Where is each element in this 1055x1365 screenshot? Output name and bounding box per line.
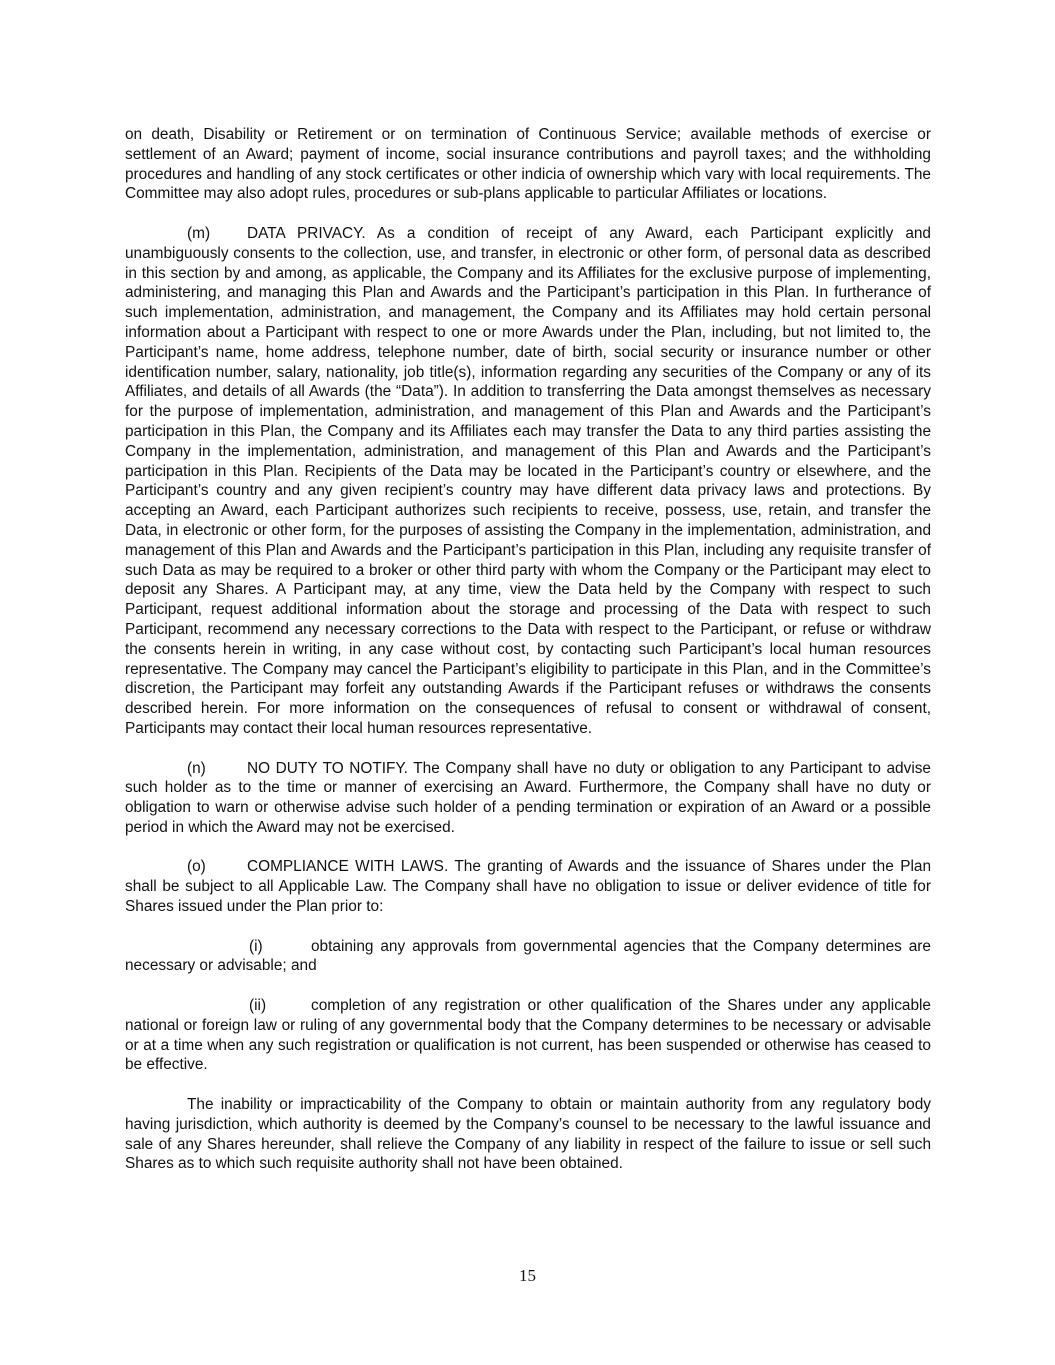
section-n-label: (n) bbox=[187, 759, 206, 777]
subsection-i-label: (i) bbox=[249, 937, 263, 955]
inability-paragraph: The inability or impracticability of the Company to obtain or maintain authority from any regulatory body having jurisdiction, which authority is deemed by the Company’s counsel to be necessary to the lawful issuance and sale of any Shares hereunder, shall relieve the Company of any liability in respect of the failure to issue or sell such Shares as to which such requisite authority shall not have been obtained. bbox=[125, 1096, 931, 1173]
section-m-text: DATA PRIVACY. As a condition of receipt of any Award, each Participant explicitly and unambiguously consents to the collection, use, and transfer, in electronic or other form, of personal data as described in this section by and among, as applicable, the Company and its Affiliates for the exclusive purpose of implementing, administering, and managing this Plan and Awards and the Participant’s participation in this Plan. In furtherance of such implementation, administration, and management, the Company and its Affiliates may hold certain personal information about a Participant with respect to one or more Awards under the Plan, including, but not limited to, the Participant’s name, home address, telephone number, date of birth, social security or insurance number or other identification number, salary, nationality, job title(s), information regarding any securities of the Company or any of its Affiliates, and details of all Awards (the “Data”). In addition to transferring the Data amongst themselves as necessary for the purpose of implementation, administration, and management of this Plan and Awards and the Participant’s participation in this Plan, the Company and its Affiliates each may transfer the Data to any third parties assisting the Company in the implementation, administration, and management of this Plan and Awards and the Participant’s participation in this Plan. Recipients of the Data may be located in the Participant’s country or elsewhere, and the Participant’s country and any given recipient’s country may have different data privacy laws and protections. By accepting an Award, each Participant authorizes such recipients to receive, possess, use, retain, and transfer the Data, in electronic or other form, for the purposes of assisting the Company in the implementation, administration, and management of this Plan and Awards and the Participant’s participation in this Plan, including any requisite transfer of such Data as may be required to a broker or other third party with whom the Company or the Participant may elect to deposit any Shares. A Participant may, at any time, view the Data held by the Company with respect to such Participant, request additional information about the storage and processing of the Data with respect to such Participant, recommend any necessary corrections to the Data with respect to the Participant, or refuse or withdraw the consents herein in writing, in any case without cost, by contacting such Participant’s local human resources representative. The Company may cancel the Participant’s eligibility to participate in this Plan, and in the Committee’s discretion, the Participant may forfeit any outstanding Awards if the Participant refuses or withdraws the consents described herein. For more information on the consequences of refusal to consent or withdrawal of consent, Participants may contact their local human resources representative. bbox=[125, 224, 931, 737]
section-n-no-duty-to-notify bbox=[125, 759, 931, 838]
subsection-ii bbox=[125, 996, 931, 1075]
page-number: 15 bbox=[519, 1266, 536, 1285]
subsection-ii-text: completion of any registration or other qualification of the Shares under any applicable national or foreign law or ruling of any governmental body that the Company determines to be necessary or advisable or at a time when any such registration or qualification is not current, has been suspended or otherwise has ceased to be effective. bbox=[125, 997, 931, 1074]
section-o-label: (o) bbox=[187, 858, 206, 876]
section-o-text: COMPLIANCE WITH LAWS. The granting of Awards and the issuance of Shares under the Plan shall be subject to all Applicable Law. The Company shall have no obligation to issue or deliver evidence of title for Shares issued under the Plan prior to: bbox=[125, 858, 931, 916]
section-n-text: NO DUTY TO NOTIFY. The Company shall have no duty or obligation to any Participant to advise such holder as to the time or manner of exercising an Award. Furthermore, the Company shall have no duty or obligation to warn or otherwise advise such holder of a pending termination or expiration of an Award or a possible period in which the Award may not be exercised. bbox=[125, 759, 931, 836]
section-m-data-privacy bbox=[125, 224, 931, 739]
document-body bbox=[125, 125, 931, 1174]
continuation-paragraph: on death, Disability or Retirement or on termination of Continuous Service; available methods of exercise or settlement of an Award; payment of income, social insurance contributions and payroll taxes; and the withholding procedures and handling of any stock certificates or other indicia of ownership which vary with local requirements. The Committee may also adopt rules, procedures or sub-plans applicable to particular Affiliates or locations. bbox=[125, 126, 931, 203]
section-o-compliance-with-laws bbox=[125, 857, 931, 916]
subsection-i-text: obtaining any approvals from governmental agencies that the Company determines are necessary or advisable; and bbox=[125, 937, 931, 975]
section-m-label: (m) bbox=[187, 224, 211, 242]
subsection-i bbox=[125, 937, 931, 977]
subsection-ii-label: (ii) bbox=[249, 997, 267, 1015]
